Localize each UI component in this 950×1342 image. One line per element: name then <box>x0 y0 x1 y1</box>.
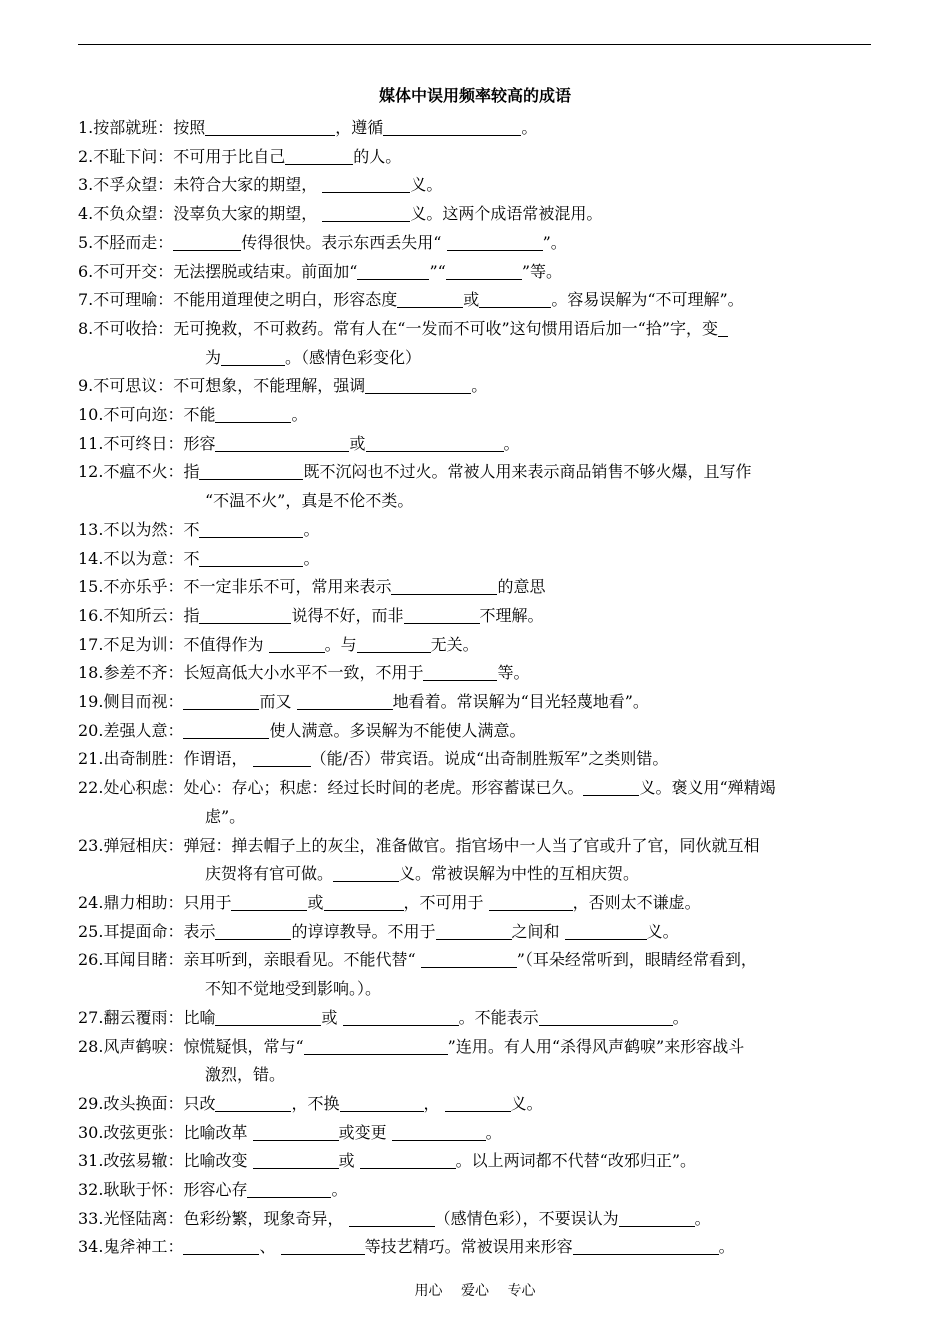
answer-blank[interactable] <box>404 605 480 624</box>
answer-blank[interactable] <box>423 662 497 681</box>
entry-number: 20. <box>78 720 104 740</box>
idiom-term: 不胫而走： <box>93 232 174 252</box>
answer-blank[interactable] <box>297 691 393 710</box>
answer-blank[interactable] <box>183 720 269 739</box>
idiom-term: 侧目而视： <box>103 692 184 712</box>
entry-number: 27. <box>78 1007 104 1027</box>
answer-blank[interactable] <box>253 1122 339 1141</box>
entry-number: 28. <box>78 1036 104 1056</box>
idiom-explanation: 表示 的谆谆教导。不用于 之间和 义。 <box>183 921 679 941</box>
idiom-entry <box>78 286 878 315</box>
idiom-explanation-continued: “不温不火”，真是不伦不类。 <box>205 491 414 511</box>
idiom-explanation-continued: 不知不觉地受到影响。）。 <box>205 979 382 999</box>
idiom-term: 按部就班： <box>93 118 174 137</box>
idiom-entry <box>78 372 878 401</box>
idiom-term: 不可思议： <box>93 376 174 396</box>
entry-number: 14. <box>78 548 104 568</box>
entry-number: 34. <box>78 1237 104 1257</box>
entry-number: 11. <box>78 433 104 453</box>
idiom-entry <box>78 1176 878 1205</box>
answer-blank[interactable] <box>539 1007 673 1026</box>
idiom-explanation: 使人满意。多误解为不能使人满意。 <box>183 717 525 746</box>
idiom-explanation: 色彩纷繁，现象奇异， （感情色彩），不要误认为 。 <box>183 1208 711 1228</box>
idiom-entry <box>78 1033 878 1090</box>
idiom-term: 耿耿于怀： <box>103 1180 184 1200</box>
idiom-explanation: 不 。 <box>183 548 320 568</box>
entry-number: 7. <box>78 290 94 310</box>
idiom-term: 出奇制胜： <box>103 749 184 769</box>
idiom-explanation: 无法摆脱或结束。前面加“ ”“ ”等。 <box>173 261 563 281</box>
idiom-entry <box>78 946 878 1003</box>
idiom-entry <box>78 1004 878 1033</box>
idiom-explanation: 只用于 或 ，不可用于 ，否则太不谦虚。 <box>183 892 701 912</box>
answer-blank[interactable] <box>366 433 504 452</box>
entry-number: 18. <box>78 663 104 683</box>
idiom-term: 改弦易辙： <box>103 1151 184 1171</box>
answer-blank[interactable] <box>215 921 291 940</box>
entry-number: 9. <box>78 376 94 396</box>
idiom-explanation: 比喻 或 。不能表示 。 <box>183 1007 689 1027</box>
idiom-explanation: 比喻改革 或变更 。 <box>183 1122 502 1142</box>
answer-blank[interactable] <box>447 232 543 251</box>
entry-number: 29. <box>78 1093 104 1113</box>
idiom-term: 参差不齐： <box>103 663 184 683</box>
idiom-entry <box>78 315 878 372</box>
idiom-entry <box>78 143 878 172</box>
entry-number: 19. <box>78 692 104 712</box>
idiom-term: 光怪陆离： <box>103 1208 184 1228</box>
idiom-term: 改弦更张： <box>103 1122 184 1142</box>
answer-blank[interactable] <box>583 777 639 796</box>
idiom-explanation-continued: 为 。（感情色彩变化） <box>205 347 422 367</box>
idiom-term: 鬼斧神工： <box>103 1237 184 1257</box>
answer-blank[interactable] <box>357 634 431 653</box>
entry-number: 25. <box>78 921 104 941</box>
answer-blank[interactable] <box>349 1208 435 1227</box>
idiom-explanation: 不能用道理使之明白，形容态度 或 。容易误解为“不可理解”。 <box>173 290 744 310</box>
idiom-term: 弹冠相庆： <box>103 835 184 855</box>
answer-blank[interactable] <box>215 433 349 452</box>
entry-number: 5. <box>78 232 94 252</box>
entry-number: 15. <box>78 577 104 597</box>
idiom-entry <box>78 659 878 688</box>
answer-blank[interactable] <box>392 1122 486 1141</box>
answer-blank[interactable] <box>183 1236 259 1255</box>
idiom-term: 差强人意： <box>103 720 184 740</box>
idiom-entry <box>78 114 878 143</box>
idiom-explanation: 、 等技艺精巧。常被误用来形容 。 <box>183 1233 734 1262</box>
answer-blank[interactable] <box>199 548 303 567</box>
idiom-entry <box>78 774 878 831</box>
idiom-entry <box>78 688 878 717</box>
answer-blank[interactable] <box>421 949 517 968</box>
idiom-explanation: 无可挽救，不可救药。常有人在“一发而不可收”这句惯用语后加一“拾”字，变 <box>173 315 728 344</box>
answer-blank[interactable] <box>397 289 463 308</box>
answer-blank[interactable] <box>173 232 241 251</box>
answer-blank[interactable] <box>445 1093 511 1112</box>
idiom-entry <box>78 1119 878 1148</box>
idiom-entry <box>78 545 878 574</box>
idiom-explanation: 形容心存 。 <box>183 1180 348 1200</box>
idiom-explanation-continued: 庆贺将有官可做。 义。常被误解为中性的互相庆贺。 <box>205 864 640 884</box>
answer-blank[interactable] <box>619 1208 695 1227</box>
idiom-term: 不知所云： <box>103 605 184 625</box>
entry-number: 21. <box>78 749 104 769</box>
idiom-entry <box>78 1147 878 1176</box>
idiom-term: 不负众望： <box>93 204 174 224</box>
answer-blank[interactable] <box>285 146 353 165</box>
entry-number: 10. <box>78 405 104 425</box>
idiom-explanation-continued: 虑”。 <box>205 806 246 826</box>
idiom-explanation-continued: 激烈，错。 <box>205 1065 286 1085</box>
answer-blank[interactable] <box>324 892 404 911</box>
idiom-term: 改头换面： <box>103 1093 184 1113</box>
idiom-explanation: 比喻改变 或 。以上两词都不代替“改邪归正”。 <box>183 1151 697 1171</box>
entry-number: 23. <box>78 835 104 855</box>
answer-blank[interactable] <box>221 347 285 366</box>
idiom-entry <box>78 1205 878 1234</box>
answer-blank[interactable] <box>489 892 573 911</box>
answer-blank[interactable] <box>446 261 522 280</box>
idiom-entry <box>78 458 878 515</box>
idiom-entry <box>78 745 878 774</box>
idiom-explanation: 未符合大家的期望， 义。 <box>173 175 443 195</box>
answer-blank[interactable] <box>565 921 647 940</box>
entry-number: 24. <box>78 892 104 912</box>
entry-number: 22. <box>78 778 104 798</box>
idiom-entry <box>78 717 878 746</box>
answer-blank[interactable] <box>383 117 521 136</box>
answer-blank[interactable] <box>333 863 399 882</box>
idiom-term: 不可终日： <box>103 433 184 453</box>
entry-number: 17. <box>78 634 104 654</box>
idiom-explanation: 只改 ，不换 ， 义。 <box>183 1093 543 1113</box>
idiom-entry <box>78 889 878 918</box>
idiom-entry <box>78 832 878 889</box>
entry-number: 4. <box>78 204 94 224</box>
entry-number: 30. <box>78 1122 104 1142</box>
idiom-entry <box>78 602 878 631</box>
entry-number: 2. <box>78 146 94 166</box>
answer-blank[interactable] <box>573 1236 719 1255</box>
idiom-explanation: 作谓语， （能/否）带宾语。说成“出奇制胜叛军”之类则错。 <box>183 749 669 769</box>
entry-number: 16. <box>78 605 104 625</box>
answer-blank[interactable] <box>322 174 410 193</box>
answer-blank[interactable] <box>718 318 728 337</box>
idiom-term: 不足为训： <box>103 634 184 654</box>
idiom-entry <box>78 918 878 947</box>
idiom-explanation: 而又 地看着。常误解为“目光轻蔑地看”。 <box>183 688 648 717</box>
idiom-explanation: 形容 或 。 <box>183 433 520 453</box>
idiom-term: 不亦乐乎： <box>103 577 184 597</box>
idiom-explanation: 指 既不沉闷也不过火。常被人用来表示商品销售不够火爆，且写作 <box>183 462 752 482</box>
idiom-explanation: 亲耳听到，亲眼看见。不能代替“ ”（耳朵经常听到，眼睛经常看到， <box>183 950 757 970</box>
idiom-term: 不以为意： <box>103 548 184 568</box>
idiom-term: 不可理喻： <box>93 290 174 310</box>
idiom-explanation: 传得很快。表示东西丢失用“ ”。 <box>173 229 566 258</box>
answer-blank[interactable] <box>215 1007 321 1026</box>
idiom-term: 不可向迩： <box>103 405 184 425</box>
answer-blank[interactable] <box>215 1093 291 1112</box>
header-rule <box>78 44 871 45</box>
idiom-term: 耳闻目睹： <box>103 950 184 970</box>
idiom-explanation: 弹冠：掸去帽子上的灰尘，准备做官。指官场中一人当了官或升了官，同伙就互相 <box>183 835 760 855</box>
entry-number: 31. <box>78 1151 104 1171</box>
answer-blank[interactable] <box>253 748 311 767</box>
idiom-explanation: 不 。 <box>183 519 320 539</box>
idiom-explanation: 不可想象，不能理解，强调 。 <box>173 376 488 396</box>
entry-number: 33. <box>78 1208 104 1228</box>
entry-number: 12. <box>78 462 104 482</box>
idiom-explanation: 没辜负大家的期望， 义。这两个成语常被混用。 <box>173 204 603 224</box>
idiom-entry <box>78 1090 878 1119</box>
idiom-entry <box>78 631 878 660</box>
answer-blank[interactable] <box>253 1150 339 1169</box>
entry-number: 32. <box>78 1180 104 1200</box>
idiom-explanation: 惊慌疑惧，常与“ ”连用。有人用“杀得风声鹤唳”来形容战斗 <box>183 1036 745 1056</box>
answer-blank[interactable] <box>391 576 497 595</box>
idiom-entry <box>78 229 878 258</box>
idiom-term: 翻云覆雨： <box>103 1007 184 1027</box>
idiom-entry <box>78 1233 878 1262</box>
entry-number: 3. <box>78 175 94 195</box>
idiom-explanation: 不值得作为 。与 无关。 <box>183 634 479 654</box>
entry-number: 6. <box>78 261 94 281</box>
answer-blank[interactable] <box>183 691 259 710</box>
idiom-term: 不可收拾： <box>93 318 174 338</box>
answer-blank[interactable] <box>231 892 307 911</box>
answer-blank[interactable] <box>340 1093 424 1112</box>
idiom-term: 不以为然： <box>103 519 184 539</box>
answer-blank[interactable] <box>479 289 551 308</box>
answer-blank[interactable] <box>247 1179 331 1198</box>
answer-blank[interactable] <box>199 461 303 480</box>
idiom-explanation: 不可用于比自己 的人。 <box>173 146 402 166</box>
answer-blank[interactable] <box>343 1007 459 1026</box>
idiom-explanation: 指 说得不好，而非 不理解。 <box>183 605 544 625</box>
idiom-entry <box>78 573 878 602</box>
entry-number: 26. <box>78 950 104 970</box>
idiom-entry <box>78 200 878 229</box>
idiom-entry <box>78 258 878 287</box>
idiom-entry <box>78 430 878 459</box>
answer-blank[interactable] <box>205 117 335 136</box>
idiom-term: 不孚众望： <box>93 175 174 195</box>
idiom-explanation: 不一定非乐不可，常用来表示 的意思 <box>183 577 546 597</box>
page-title: 媒体中误用频率较高的成语 <box>378 86 571 105</box>
idiom-explanation: 长短高低大小水平不一致，不用于 等。 <box>183 663 530 683</box>
idiom-explanation: 不能 。 <box>183 405 308 425</box>
idiom-list <box>78 114 878 1262</box>
idiom-term: 鼎力相助： <box>103 892 184 912</box>
idiom-term: 不耻下问： <box>93 146 174 166</box>
answer-blank[interactable] <box>215 404 291 423</box>
idiom-term: 风声鹤唳： <box>103 1036 184 1056</box>
entry-number: 8. <box>78 318 94 338</box>
answer-blank[interactable] <box>199 605 291 624</box>
entry-number: 13. <box>78 519 104 539</box>
idiom-entry <box>78 171 878 200</box>
idiom-explanation: 按照 ，遵循 。 <box>173 118 538 137</box>
answer-blank[interactable] <box>304 1036 448 1055</box>
entry-number: 1. <box>78 118 94 137</box>
answer-blank[interactable] <box>322 203 410 222</box>
answer-blank[interactable] <box>281 1236 365 1255</box>
idiom-explanation: 处心：存心；积虑：经过长时间的老虎。形容蓄谋已久。 义。褒义用“殚精竭 <box>183 778 776 798</box>
idiom-term: 不瘟不火： <box>103 462 184 482</box>
idiom-entry <box>78 516 878 545</box>
idiom-entry <box>78 401 878 430</box>
answer-blank[interactable] <box>357 261 429 280</box>
answer-blank[interactable] <box>269 634 325 653</box>
answer-blank[interactable] <box>199 519 303 538</box>
answer-blank[interactable] <box>365 375 471 394</box>
answer-blank[interactable] <box>360 1150 456 1169</box>
idiom-term: 不可开交： <box>93 261 174 281</box>
page-footer: 用心 爱心 专心 <box>414 1283 536 1299</box>
idiom-term: 处心积虑： <box>103 778 184 798</box>
answer-blank[interactable] <box>436 921 512 940</box>
idiom-term: 耳提面命： <box>103 921 184 941</box>
